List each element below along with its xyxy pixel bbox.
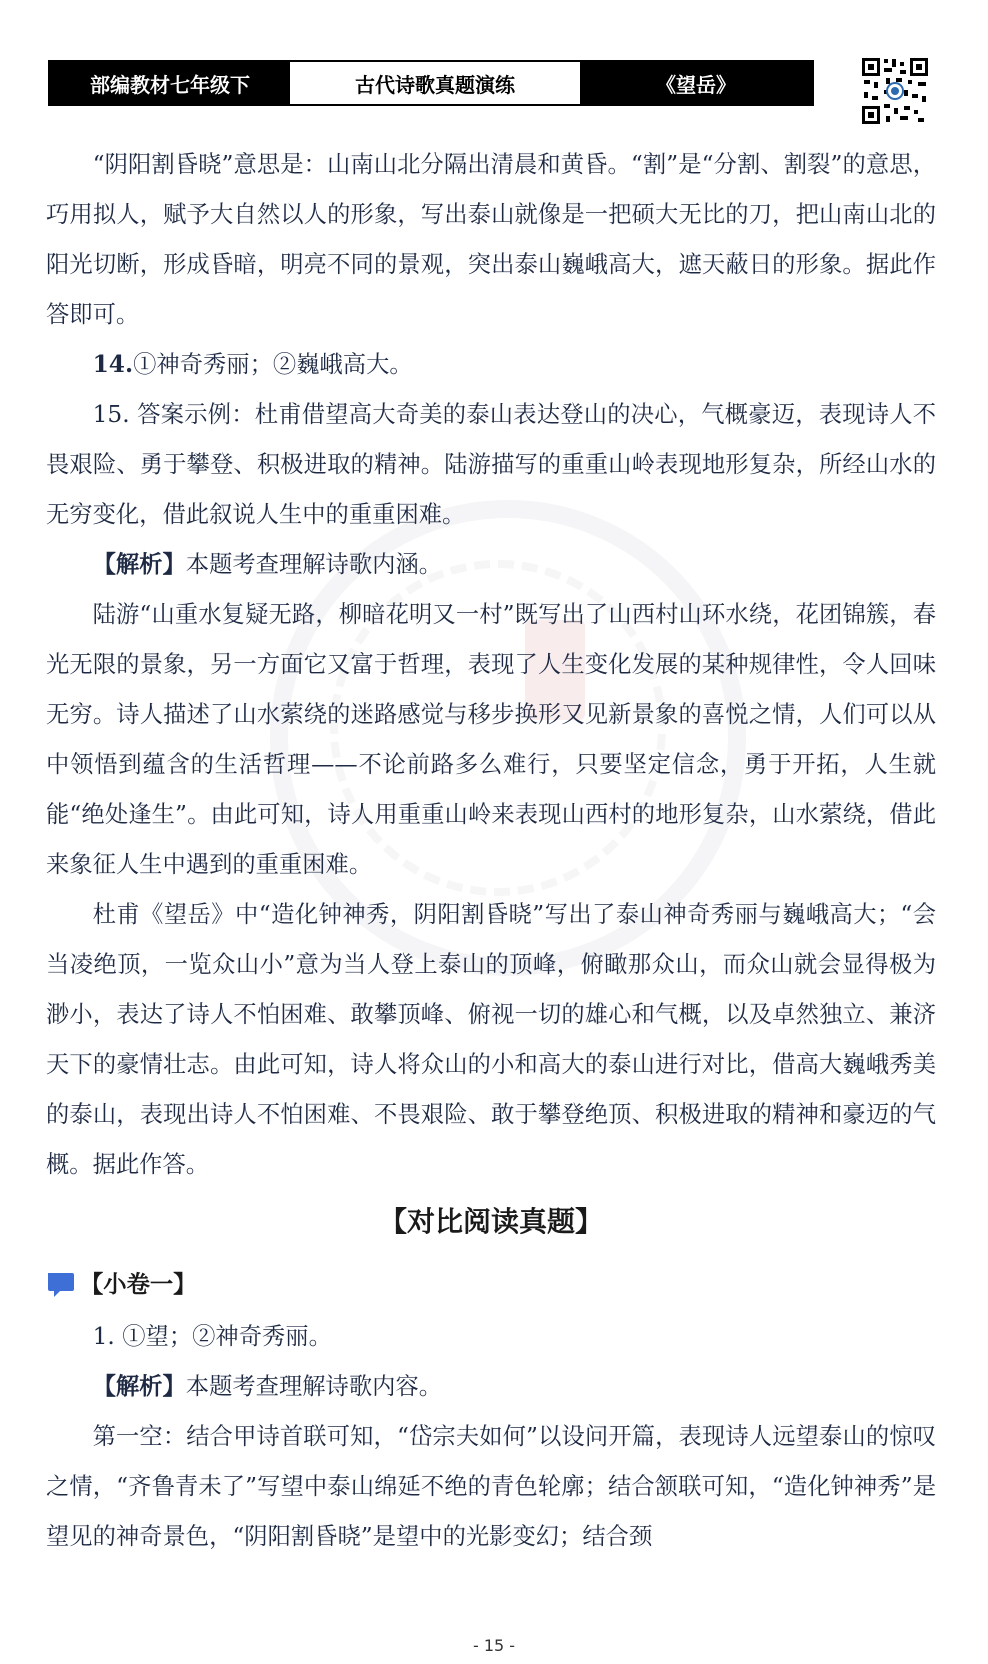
chat-bubble-icon: [46, 1271, 76, 1299]
luyou-paragraph: 陆游“山重水复疑无路，柳暗花明又一村”既写出了山西村山环水绕，花团锦簇，春光无限的景象，另一方面它又富于哲理，表现了人生变化发展的某种规律性，令人回味无穷。诗人描述了山水萦绕的迷路感觉与移步换形又见新景象的喜悦之情，人们可以从中领悟到蕴含的生活哲理——不论前路多么难行，只要坚定信念，勇于开拓，人生就能“绝处逢生”。由此可知，诗人用重重山岭来表现山西村的地形复杂，山水萦绕，借此来象征人生中遇到的重重困难。: [46, 601, 936, 878]
question-number: 14.: [92, 351, 134, 378]
final-paragraph: 第一空：结合甲诗首联可知，“岱宗夫如何”以设问开篇，表现诗人远望泰山的惊叹之情，“齐鲁青未了”写望中泰山绵延不绝的青色轮廓；结合颔联可知，“造化钟神秀”是望见的神奇景色，“阴阳割昏晓”是望中的光影变幻；结合颈: [46, 1423, 936, 1550]
header-grade: 部编教材七年级下: [50, 62, 290, 104]
analysis-tag: 【解析】: [92, 1373, 186, 1400]
analysis-text: 本题考查理解诗歌内容。: [185, 1373, 443, 1400]
analysis-text: 本题考查理解诗歌内涵。: [185, 551, 443, 578]
page-body: [46, 140, 936, 1562]
qr-code-icon[interactable]: [860, 56, 930, 126]
answer-text: ①神奇秀丽；②巍峨高大。: [133, 351, 413, 378]
sub-title-text: 【小卷一】: [80, 1271, 197, 1298]
analysis-tag: 【解析】: [92, 551, 186, 578]
page-header: [48, 60, 814, 106]
sub-title: [46, 1258, 936, 1312]
header-poem-title: 《望岳》: [580, 62, 812, 104]
header-topic: 古代诗歌真题演练: [290, 62, 580, 104]
section-title: 【对比阅读真题】: [378, 1205, 603, 1238]
dufu-paragraph: 杜甫《望岳》中“造化钟神秀，阴阳割昏晓”写出了泰山神奇秀丽与巍峨高大；“会当凌绝顶，一览众山小”意为当人登上泰山的顶峰，俯瞰那众山，而众山就会显得极为渺小，表达了诗人不怕困难、敢攀顶峰、俯视一切的雄心和气概，以及卓然独立、兼济天下的豪情壮志。由此可知，诗人将众山的小和高大的泰山进行对比，借高大巍峨秀美的泰山，表现出诗人不怕困难、不畏艰险、敢于攀登绝顶、积极进取的精神和豪迈的气概。据此作答。: [46, 901, 936, 1178]
page-number: - 15 -: [472, 1636, 516, 1655]
answer-1: 1. ①望；②神奇秀丽。: [92, 1323, 332, 1350]
answer-14: [46, 340, 936, 390]
analysis-line: [46, 540, 936, 590]
analysis-line-2: [46, 1362, 936, 1412]
explanation-paragraph: “阴阳割昏晓”意思是：山南山北分隔出清晨和黄昏。“割”是“分割、割裂”的意思，巧用拟人，赋予大自然以人的形象，写出泰山就像是一把硕大无比的刀，把山南山北的阳光切断，形成昏暗，明亮不同的景观，突出泰山巍峨高大，遮天蔽日的形象。据此作答即可。: [46, 151, 936, 328]
answer-15: 15. 答案示例：杜甫借望高大奇美的泰山表达登山的决心，气概豪迈，表现诗人不畏艰险、勇于攀登、积极进取的精神。陆游描写的重重山岭表现地形复杂，所经山水的无穷变化，借此叙说人生中的重重困难。: [46, 401, 936, 528]
